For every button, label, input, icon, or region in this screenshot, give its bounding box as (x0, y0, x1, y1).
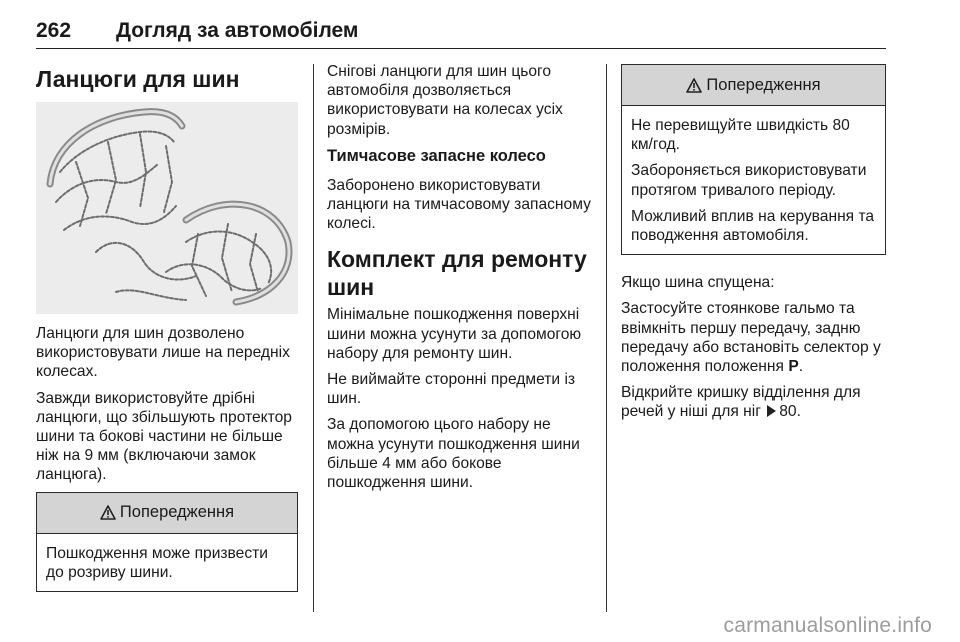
column-right (621, 62, 886, 429)
column-divider (313, 64, 314, 612)
chapter-title: Догляд за автомобілем (116, 19, 359, 42)
subheading: Тимчасове запасне колесо (327, 146, 546, 165)
section-title: Ланцюги для шин (36, 66, 240, 92)
warning-triangle-icon (686, 78, 702, 93)
warning-box (621, 64, 886, 255)
column-left (36, 62, 298, 606)
paragraph-text: Застосуйте стоянкове гальмо та ввімкніть першу передачу, задню передачу або встановіть селектор у положення положення (621, 300, 881, 376)
warning-triangle-icon (100, 505, 116, 520)
warning-box (36, 492, 298, 592)
paragraph: Якщо шина спущена: (621, 274, 775, 292)
warning-line: Не перевищуйте швидкість 80 км/год. (631, 117, 850, 154)
warning-text: Пошкодження може призвести до розриву шини. (46, 544, 268, 581)
watermark: carmanualsonline.info (723, 614, 932, 637)
section-title: Комплект для ремонту шин (327, 246, 587, 301)
warning-header (622, 65, 885, 106)
paragraph: Заборонено використовувати ланцюги на тимчасовому запасному колесі. (327, 176, 591, 233)
warning-line: Можливий вплив на керування та поводження автомобіля. (631, 207, 875, 245)
column-divider (606, 64, 607, 612)
warning-body (622, 106, 885, 254)
column-middle (327, 62, 593, 499)
warning-title: Попередження (706, 75, 821, 94)
paragraph: Снігові ланцюги для шин цього автомобіля дозволяється використовувати на колесах усіх розмірів. (327, 63, 563, 138)
gear-position-label: P (788, 358, 799, 376)
paragraph: За допомогою цього набору не можна усунути пошкодження шини більше 4 мм або бокове пошкодження шини. (327, 416, 580, 492)
paragraph (621, 383, 886, 421)
paragraph: Мінімальне пошкодження поверхні шини можна усунути за допомогою набору для ремонту шин. (327, 306, 582, 362)
page-reference[interactable]: 80 (779, 403, 797, 421)
warning-header (37, 493, 297, 534)
paragraph: Не виймайте сторонні предмети із шин. (327, 371, 576, 408)
tire-chains-illustration (36, 102, 298, 314)
paragraph: Ланцюги для шин дозволено використовувати лише на передніх колесах. (36, 325, 290, 381)
paragraph (621, 299, 886, 376)
paragraph-text: Відкрийте кришку відділення для речей у ніші для ніг (621, 384, 861, 421)
period: . (798, 358, 804, 376)
warning-title: Попередження (119, 503, 235, 522)
page-reference-arrow-icon (767, 405, 776, 417)
page-header (36, 16, 886, 49)
paragraph: Завжди використовуйте дрібні ланцюги, що збільшують протектор шини та бокові частини не більше ніж на 9 мм (включаючи замок ланцюга). (36, 389, 292, 484)
page-number: 262 (36, 19, 72, 42)
warning-line: Забороняється використовувати протягом тривалого періоду. (631, 162, 867, 199)
period: . (796, 403, 801, 421)
warning-body (37, 534, 297, 591)
